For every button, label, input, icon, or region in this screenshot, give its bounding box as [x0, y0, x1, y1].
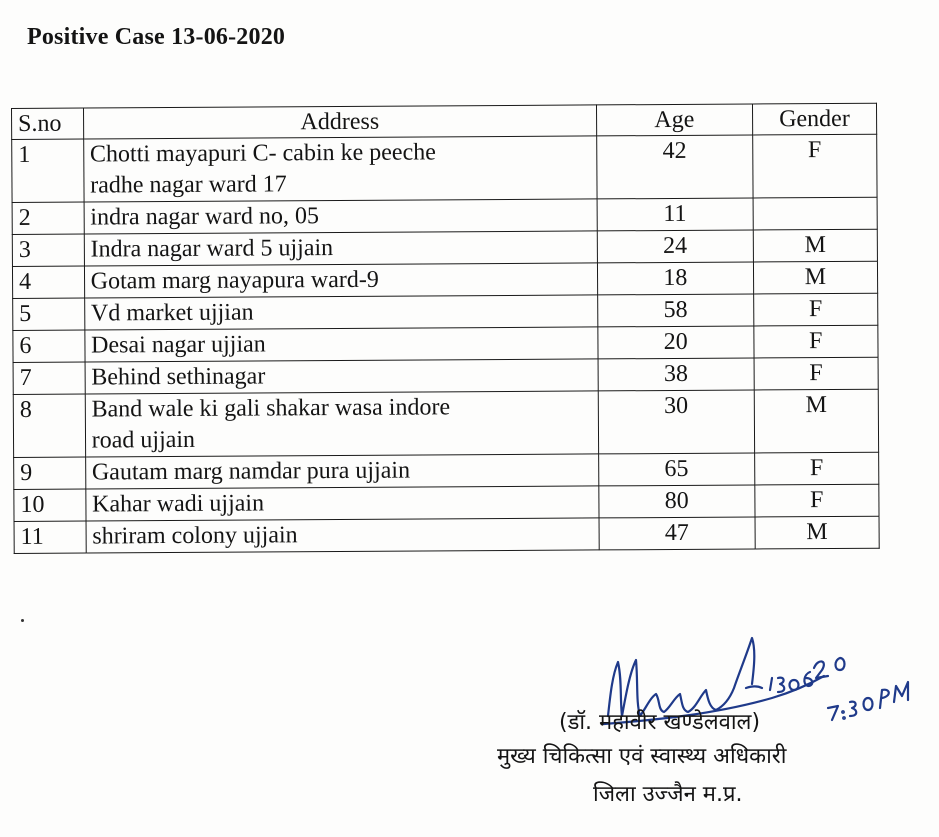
cell-gender	[753, 197, 877, 230]
cell-sno: 3	[12, 234, 84, 266]
table-row	[13, 325, 878, 362]
cell-gender: F	[753, 293, 877, 326]
table-row	[12, 134, 877, 202]
cell-gender: M	[753, 229, 877, 262]
cell-address	[85, 391, 598, 457]
address-line: radhe nagar ward 17	[90, 171, 287, 199]
table-row	[12, 197, 877, 234]
cell-sno: 9	[14, 457, 86, 489]
cell-gender: M	[754, 389, 879, 453]
stray-ink-dot	[21, 619, 24, 622]
table-row	[13, 293, 878, 330]
cell-age: 58	[597, 294, 753, 327]
cell-age: 80	[599, 485, 755, 518]
cell-address: Gotam marg nayapura ward-9	[84, 263, 597, 298]
cell-age: 42	[596, 135, 752, 199]
address-line: Chotti mayapuri C- cabin ke peeche	[89, 139, 436, 168]
table-row	[14, 516, 879, 553]
cell-address: Behind sethinagar	[85, 359, 598, 394]
cell-sno: 2	[12, 202, 84, 234]
cell-gender: M	[755, 516, 879, 549]
cell-address: Desai nagar ujjian	[85, 327, 598, 362]
cell-age: 30	[598, 390, 754, 454]
cell-gender: F	[754, 452, 878, 485]
cell-address: Indra nagar ward 5 ujjain	[84, 231, 597, 266]
cell-sno: 10	[14, 489, 86, 521]
cell-sno: 8	[13, 394, 85, 457]
cell-gender: F	[755, 484, 879, 517]
positive-cases-table	[11, 103, 880, 554]
address-line: Band wale ki gali shakar wasa indore	[91, 394, 451, 423]
cell-age: 18	[597, 262, 753, 295]
cell-address: indra nagar ward no, 05	[84, 199, 597, 234]
address-line: road ujjain	[91, 426, 196, 454]
cell-gender: F	[754, 357, 878, 390]
cell-age: 65	[598, 453, 754, 486]
cell-sno: 4	[12, 266, 84, 298]
cell-sno: 5	[13, 298, 85, 330]
official-name: (डॉ. महावीर खण्डेलवाल)	[559, 710, 761, 735]
header-sno: S.no	[12, 108, 84, 139]
table-row	[12, 261, 877, 298]
table-row	[14, 452, 879, 489]
cell-age: 24	[597, 230, 753, 263]
cell-address: shriram colony ujjain	[86, 518, 599, 553]
cell-gender: M	[753, 261, 877, 294]
official-designation: मुख्य चिकित्सा एवं स्वास्थ्य अधिकारी	[497, 744, 787, 769]
header-address: Address	[83, 105, 596, 139]
page-title: Positive Case 13-06-2020	[27, 24, 286, 50]
table-row	[14, 484, 879, 521]
cell-address	[83, 136, 596, 202]
cell-sno: 1	[12, 139, 84, 202]
table-row	[12, 229, 877, 266]
cell-address: Vd market ujjian	[84, 295, 597, 330]
table-row	[13, 357, 878, 394]
cell-age: 20	[598, 326, 754, 359]
header-age: Age	[596, 104, 752, 136]
cell-address: Gautam marg namdar pura ujjain	[85, 454, 598, 489]
cell-sno: 6	[13, 330, 85, 362]
cell-address: Kahar wadi ujjain	[86, 486, 599, 521]
cell-age: 11	[597, 198, 753, 231]
cell-gender: F	[752, 134, 877, 198]
cell-age: 47	[599, 517, 755, 550]
cell-sno: 7	[13, 362, 85, 394]
cell-gender: F	[754, 325, 878, 358]
header-gender: Gender	[752, 103, 876, 135]
cell-age: 38	[598, 358, 754, 391]
table-row	[13, 389, 878, 457]
cell-sno: 11	[14, 521, 86, 553]
official-location: जिला उज्जैन म.प्र.	[593, 782, 743, 807]
